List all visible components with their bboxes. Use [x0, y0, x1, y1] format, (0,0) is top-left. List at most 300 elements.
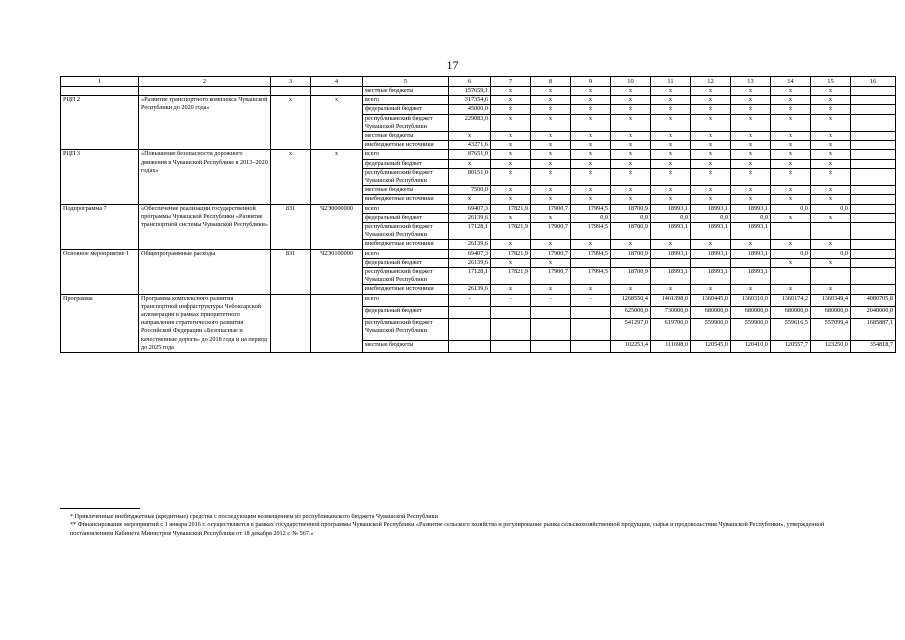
amount-cell: x — [731, 114, 771, 131]
amount-cell: 18993,1 — [691, 249, 731, 258]
column-number-7: 7 — [491, 77, 531, 87]
program-name: «Обеспечение реализации государственной программы Чувашской Республики «Развитие транспортной системы Чувашской Республики» — [139, 204, 271, 249]
amount-cell: 0,0 — [811, 204, 851, 213]
amount-cell: 559616,5 — [771, 318, 811, 341]
amount-cell: x — [731, 87, 771, 96]
amount-cell: 17821,9 — [491, 204, 531, 213]
amount-cell: x — [691, 168, 731, 185]
budget-code: Ч2Э0100000 — [311, 249, 363, 294]
amount-cell: x — [611, 141, 651, 150]
amount-cell: x — [611, 240, 651, 249]
amount-cell: x — [651, 168, 691, 185]
amount-cell: x — [771, 96, 811, 105]
amount-cell — [449, 318, 491, 341]
budget-code: Ч2Э0000000 — [311, 204, 363, 249]
amount-cell: 123250,0 — [811, 341, 851, 353]
column-number-10: 10 — [611, 77, 651, 87]
amount-cell: 0,0 — [691, 213, 731, 222]
amount-cell: 69407,3 — [449, 204, 491, 213]
amount-cell: 557099,4 — [811, 318, 851, 341]
amount-cell: x — [771, 132, 811, 141]
amount-cell: 680000,0 — [691, 306, 731, 318]
amount-cell: 26139,6 — [449, 213, 491, 222]
responsible-code: x — [271, 96, 311, 150]
amount-cell: x — [611, 285, 651, 294]
amount-cell: 45000,0 — [449, 105, 491, 114]
program-code: Основное мероприятие 1 — [61, 249, 139, 294]
amount-cell: x — [811, 258, 851, 267]
column-number-15: 15 — [811, 77, 851, 87]
amount-cell: x — [811, 186, 851, 195]
amount-cell: x — [571, 168, 611, 185]
amount-cell — [651, 258, 691, 267]
budget-code: x — [311, 150, 363, 204]
footnote-2: ** Финансирование мероприятий с 1 января 2016 г. осуществляется в рамках государственной программы Чувашской Республики «Развитие сельского хозяйства и регулирование рынка сельскохозяйственной продукции, сырья и продовольствия Чувашской Республики», утвержденной постановлением Кабинета Министров Чувашской Республики от 18 декабря 2012 г. № 567.» — [70, 521, 825, 537]
amount-cell: 26139,6 — [449, 258, 491, 267]
amount-cell: 18993,1 — [651, 204, 691, 213]
amount-cell: x — [811, 105, 851, 114]
amount-cell: 0,0 — [731, 213, 771, 222]
amount-cell: x — [571, 150, 611, 159]
amount-cell — [851, 186, 896, 195]
amount-cell: x — [651, 96, 691, 105]
footnote-1: * Привлеченные внебюджетные (кредитные) средства с последующим возмещением из республиканского бюджета Чувашской Республики — [70, 513, 438, 520]
amount-cell: x — [731, 141, 771, 150]
column-number-16: 16 — [851, 77, 896, 87]
funding-source: внебюджетные источники — [363, 285, 449, 294]
amount-cell: x — [531, 105, 571, 114]
amount-cell: x — [731, 150, 771, 159]
amount-cell — [449, 306, 491, 318]
amount-cell — [851, 213, 896, 222]
column-number-13: 13 — [731, 77, 771, 87]
amount-cell: x — [449, 195, 491, 204]
budget-code — [311, 294, 363, 352]
amount-cell: 17128,1 — [449, 268, 491, 285]
amount-cell: x — [771, 87, 811, 96]
amount-cell — [691, 258, 731, 267]
amount-cell: x — [811, 159, 851, 168]
amount-cell: x — [491, 105, 531, 114]
amount-cell: 18700,9 — [611, 223, 651, 240]
amount-cell: x — [731, 195, 771, 204]
amount-cell: x — [491, 114, 531, 131]
column-number-6: 6 — [449, 77, 491, 87]
amount-cell: x — [731, 159, 771, 168]
funding-source: всего — [363, 249, 449, 258]
amount-cell: - — [491, 294, 531, 306]
amount-cell: x — [771, 195, 811, 204]
amount-cell: x — [811, 195, 851, 204]
amount-cell: 17994,5 — [571, 223, 611, 240]
amount-cell: 730000,0 — [651, 306, 691, 318]
amount-cell: 0,0 — [651, 213, 691, 222]
amount-cell: 18993,1 — [691, 223, 731, 240]
amount-cell: 26139,6 — [449, 285, 491, 294]
amount-cell: x — [611, 168, 651, 185]
amount-cell: 1360310,0 — [731, 294, 771, 306]
amount-cell: x — [771, 141, 811, 150]
amount-cell: 1360174,2 — [771, 294, 811, 306]
program-code: Подпрограмма 7 — [61, 204, 139, 249]
table-row — [61, 96, 896, 105]
program-name: «Повышение безопасности дорожного движения в Чувашской Республике в 2013–2020 годах» — [139, 150, 271, 204]
amount-cell: x — [651, 105, 691, 114]
amount-cell: 120545,0 — [691, 341, 731, 353]
amount-cell: x — [691, 159, 731, 168]
amount-cell: x — [531, 150, 571, 159]
amount-cell — [851, 96, 896, 105]
amount-cell — [851, 150, 896, 159]
amount-cell — [851, 141, 896, 150]
amount-cell: x — [611, 114, 651, 131]
amount-cell: x — [731, 285, 771, 294]
amount-cell: 2040000,0 — [851, 306, 896, 318]
amount-cell: x — [731, 96, 771, 105]
amount-cell: x — [571, 132, 611, 141]
amount-cell: 17900,7 — [531, 249, 571, 258]
amount-cell: x — [771, 105, 811, 114]
amount-cell: 87651,0 — [449, 150, 491, 159]
amount-cell: 17900,7 — [531, 204, 571, 213]
amount-cell: 17900,7 — [531, 268, 571, 285]
amount-cell: x — [531, 141, 571, 150]
amount-cell: 157659,1 — [449, 87, 491, 96]
program-code: РЦП 2 — [61, 96, 139, 150]
amount-cell — [571, 341, 611, 353]
amount-cell: 69407,3 — [449, 249, 491, 258]
amount-cell — [851, 168, 896, 185]
column-number-4: 4 — [311, 77, 363, 87]
amount-cell: x — [771, 150, 811, 159]
funding-source: местные бюджеты — [363, 87, 449, 96]
amount-cell: x — [811, 141, 851, 150]
amount-cell — [851, 195, 896, 204]
column-number-5: 5 — [363, 77, 449, 87]
amount-cell: 17821,9 — [491, 223, 531, 240]
amount-cell: x — [611, 87, 651, 96]
amount-cell — [491, 306, 531, 318]
program-code: РЦП 3 — [61, 150, 139, 204]
amount-cell: - — [449, 294, 491, 306]
funding-source: местные бюджеты — [363, 132, 449, 141]
amount-cell: x — [771, 159, 811, 168]
amount-cell: 18993,1 — [731, 268, 771, 285]
amount-cell: x — [651, 240, 691, 249]
amount-cell: x — [571, 141, 611, 150]
funding-source: всего — [363, 96, 449, 105]
table-row — [61, 204, 896, 213]
program-name: Общепрограммные расходы — [139, 249, 271, 294]
amount-cell: x — [571, 105, 611, 114]
amount-cell: x — [571, 87, 611, 96]
amount-cell — [531, 341, 571, 353]
amount-cell: 1360349,4 — [811, 294, 851, 306]
amount-cell: x — [651, 159, 691, 168]
amount-cell — [811, 223, 851, 240]
amount-cell: x — [531, 96, 571, 105]
amount-cell: 17821,9 — [491, 268, 531, 285]
amount-cell: x — [691, 141, 731, 150]
header-row — [61, 77, 896, 87]
amount-cell: x — [811, 87, 851, 96]
column-number-8: 8 — [531, 77, 571, 87]
amount-cell: x — [611, 132, 651, 141]
funding-source: федеральный бюджет — [363, 213, 449, 222]
responsible-code: x — [271, 150, 311, 204]
amount-cell: x — [611, 96, 651, 105]
responsible-code: 831 — [271, 204, 311, 249]
amount-cell: 625000,0 — [611, 306, 651, 318]
amount-cell: x — [811, 168, 851, 185]
amount-cell — [851, 159, 896, 168]
amount-cell — [811, 268, 851, 285]
program-name — [139, 87, 271, 96]
amount-cell — [851, 223, 896, 240]
amount-cell: x — [651, 150, 691, 159]
amount-cell — [611, 258, 651, 267]
amount-cell: 17994,5 — [571, 204, 611, 213]
amount-cell: 17994,5 — [571, 268, 611, 285]
amount-cell: x — [771, 168, 811, 185]
amount-cell: x — [571, 195, 611, 204]
amount-cell: 18993,1 — [731, 249, 771, 258]
amount-cell: x — [491, 285, 531, 294]
amount-cell: 17900,7 — [531, 223, 571, 240]
amount-cell: x — [491, 258, 531, 267]
amount-cell: x — [571, 285, 611, 294]
amount-cell: 18993,1 — [731, 204, 771, 213]
table-row — [61, 150, 896, 159]
amount-cell: x — [531, 114, 571, 131]
amount-cell: 1360445,0 — [691, 294, 731, 306]
amount-cell: 18993,1 — [691, 268, 731, 285]
amount-cell: x — [691, 114, 731, 131]
amount-cell: 680000,0 — [771, 306, 811, 318]
funding-source: внебюджетные источники — [363, 195, 449, 204]
funding-source: федеральный бюджет — [363, 159, 449, 168]
amount-cell: x — [691, 132, 731, 141]
amount-cell — [851, 285, 896, 294]
amount-cell: x — [731, 132, 771, 141]
funding-source: всего — [363, 150, 449, 159]
amount-cell: x — [731, 240, 771, 249]
program-name: «Развитие транспортного комплекса Чувашской Республики до 2020 года» — [139, 96, 271, 150]
amount-cell: x — [691, 105, 731, 114]
amount-cell: 354818,7 — [851, 341, 896, 353]
budget-code — [311, 87, 363, 96]
amount-cell: x — [691, 240, 731, 249]
funding-source: республиканский бюджет Чувашской Республики — [363, 318, 449, 341]
amount-cell: x — [571, 114, 611, 131]
amount-cell: x — [491, 240, 531, 249]
amount-cell: 680000,0 — [811, 306, 851, 318]
amount-cell: x — [811, 114, 851, 131]
program-name: Программа комплексного развития транспортной инфраструктуры Чебоксарской агломерации в рамках приоритетного направления стратегического развития Российской Федерации «Безопасные и качественные дороги» до 2018 года и на период до 2025 года — [139, 294, 271, 352]
amount-cell — [531, 318, 571, 341]
amount-cell: x — [531, 87, 571, 96]
amount-cell — [851, 132, 896, 141]
amount-cell: x — [651, 87, 691, 96]
amount-cell: x — [531, 186, 571, 195]
amount-cell: x — [691, 150, 731, 159]
amount-cell: 18993,1 — [651, 268, 691, 285]
column-number-11: 11 — [651, 77, 691, 87]
amount-cell: x — [611, 195, 651, 204]
table-row — [61, 294, 896, 306]
amount-cell: x — [571, 159, 611, 168]
table-row — [61, 249, 896, 258]
amount-cell — [851, 240, 896, 249]
amount-cell: 18993,1 — [731, 223, 771, 240]
amount-cell — [851, 204, 896, 213]
funding-source: всего — [363, 204, 449, 213]
funding-source: местные бюджеты — [363, 341, 449, 353]
amount-cell: x — [491, 168, 531, 185]
amount-cell: x — [771, 213, 811, 222]
amount-cell: 0,0 — [771, 204, 811, 213]
column-number-9: 9 — [571, 77, 611, 87]
amount-cell: 4080705,8 — [851, 294, 896, 306]
amount-cell: x — [611, 186, 651, 195]
amount-cell: x — [491, 141, 531, 150]
amount-cell: x — [531, 258, 571, 267]
amount-cell: x — [731, 105, 771, 114]
amount-cell: x — [691, 186, 731, 195]
amount-cell: x — [491, 159, 531, 168]
amount-cell — [531, 306, 571, 318]
funding-source: республиканский бюджет Чувашской Республики — [363, 268, 449, 285]
amount-cell — [449, 341, 491, 353]
amount-cell: 619700,0 — [651, 318, 691, 341]
amount-cell: - — [571, 294, 611, 306]
amount-cell: 229083,0 — [449, 114, 491, 131]
amount-cell: x — [611, 105, 651, 114]
amount-cell: x — [491, 186, 531, 195]
funding-source: всего — [363, 294, 449, 306]
amount-cell — [731, 258, 771, 267]
amount-cell: x — [771, 285, 811, 294]
funding-source: республиканский бюджет Чувашской Республики — [363, 223, 449, 240]
amount-cell: x — [811, 150, 851, 159]
amount-cell: x — [651, 141, 691, 150]
amount-cell: 1685887,1 — [851, 318, 896, 341]
responsible-code — [271, 87, 311, 96]
amount-cell: x — [571, 240, 611, 249]
amount-cell: x — [691, 96, 731, 105]
amount-cell: x — [771, 240, 811, 249]
funding-source: федеральный бюджет — [363, 258, 449, 267]
amount-cell — [851, 105, 896, 114]
amount-cell: x — [731, 168, 771, 185]
column-number-1: 1 — [61, 77, 139, 87]
amount-cell: x — [531, 240, 571, 249]
amount-cell: 18700,9 — [611, 204, 651, 213]
amount-cell: 17821,9 — [491, 249, 531, 258]
amount-cell: 18993,1 — [651, 249, 691, 258]
funding-source: федеральный бюджет — [363, 105, 449, 114]
amount-cell — [571, 318, 611, 341]
amount-cell — [571, 258, 611, 267]
amount-cell: x — [611, 159, 651, 168]
amount-cell — [851, 249, 896, 258]
column-number-14: 14 — [771, 77, 811, 87]
amount-cell: x — [691, 195, 731, 204]
amount-cell: x — [491, 213, 531, 222]
funding-source: республиканский бюджет Чувашской Республики — [363, 114, 449, 131]
amount-cell: 680000,0 — [731, 306, 771, 318]
amount-cell — [771, 223, 811, 240]
amount-cell: - — [531, 294, 571, 306]
amount-cell: x — [731, 186, 771, 195]
funding-source: республиканский бюджет Чувашской Республики — [363, 168, 449, 185]
amount-cell: 559900,0 — [691, 318, 731, 341]
amount-cell — [491, 341, 531, 353]
amount-cell: 111698,0 — [651, 341, 691, 353]
amount-cell: x — [771, 186, 811, 195]
funding-source: внебюджетные источники — [363, 240, 449, 249]
table-row — [61, 87, 896, 96]
amount-cell — [851, 268, 896, 285]
amount-cell: 43271,6 — [449, 141, 491, 150]
amount-cell: x — [449, 132, 491, 141]
footnotes — [60, 508, 860, 538]
amount-cell — [851, 87, 896, 96]
funding-source: внебюджетные источники — [363, 141, 449, 150]
amount-cell: x — [571, 186, 611, 195]
amount-cell: x — [531, 132, 571, 141]
amount-cell — [571, 306, 611, 318]
amount-cell: x — [651, 195, 691, 204]
column-number-3: 3 — [271, 77, 311, 87]
amount-cell: 18993,1 — [651, 223, 691, 240]
responsible-code: 831 — [271, 249, 311, 294]
amount-cell: 17128,1 — [449, 223, 491, 240]
amount-cell: x — [691, 285, 731, 294]
funding-source: местные бюджеты — [363, 186, 449, 195]
responsible-code — [271, 294, 311, 352]
amount-cell: x — [531, 159, 571, 168]
amount-cell — [851, 114, 896, 131]
amount-cell: 541297,0 — [611, 318, 651, 341]
amount-cell: x — [491, 96, 531, 105]
amount-cell: 0,0 — [771, 249, 811, 258]
amount-cell: x — [771, 114, 811, 131]
amount-cell: x — [611, 150, 651, 159]
amount-cell: x — [491, 87, 531, 96]
amount-cell: 559900,0 — [731, 318, 771, 341]
amount-cell: x — [531, 168, 571, 185]
amount-cell: 120410,0 — [731, 341, 771, 353]
amount-cell: 0,0 — [611, 213, 651, 222]
amount-cell: x — [811, 285, 851, 294]
amount-cell: x — [811, 132, 851, 141]
amount-cell: 18993,1 — [691, 204, 731, 213]
amount-cell: x — [491, 132, 531, 141]
amount-cell — [851, 258, 896, 267]
page-number: 17 — [446, 58, 459, 72]
amount-cell: x — [491, 150, 531, 159]
amount-cell: 26139,6 — [449, 240, 491, 249]
amount-cell: x — [811, 213, 851, 222]
amount-cell: x — [449, 159, 491, 168]
amount-cell: 317354,6 — [449, 96, 491, 105]
amount-cell: x — [531, 195, 571, 204]
amount-cell: 80151,0 — [449, 168, 491, 185]
amount-cell: x — [651, 114, 691, 131]
amount-cell: x — [811, 240, 851, 249]
amount-cell — [771, 268, 811, 285]
